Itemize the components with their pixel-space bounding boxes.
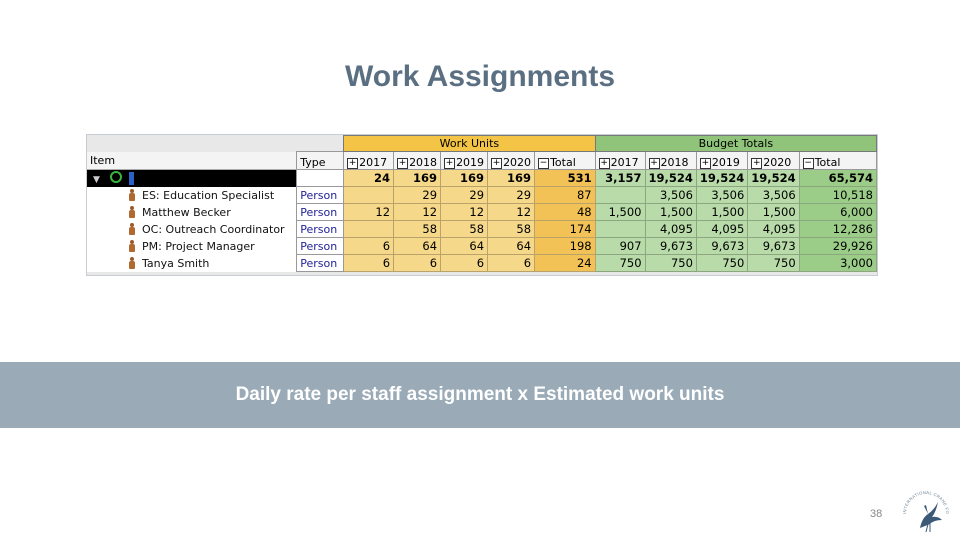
bt-cell[interactable]: 4,095 bbox=[748, 221, 799, 238]
subtitle-banner bbox=[0, 362, 960, 428]
wu-cell[interactable]: 58 bbox=[488, 221, 535, 238]
plus-box-icon[interactable]: + bbox=[701, 158, 710, 168]
work-assignments-table bbox=[86, 134, 878, 276]
svg-text:INTERNATIONAL CRANE FOUNDATION: INTERNATIONAL CRANE FO bbox=[901, 489, 951, 515]
row-item[interactable]: OC: Outreach Coordinator bbox=[87, 221, 297, 238]
wu-2019-header[interactable]: + 2019 bbox=[441, 152, 488, 170]
item-column-header[interactable]: Item bbox=[87, 152, 297, 170]
wu-cell[interactable] bbox=[344, 187, 394, 204]
bt-cell[interactable]: 1,500 bbox=[748, 204, 799, 221]
summary-row[interactable] bbox=[87, 170, 877, 187]
slide-title: Work Assignments bbox=[344, 60, 616, 93]
row-type[interactable]: Person bbox=[297, 255, 344, 272]
table-row[interactable] bbox=[87, 187, 877, 204]
crane-foundation-logo bbox=[898, 484, 954, 536]
table-row[interactable] bbox=[87, 238, 877, 255]
wu-total-cell[interactable]: 87 bbox=[535, 187, 596, 204]
wu-total-cell[interactable]: 24 bbox=[535, 255, 596, 272]
plus-box-icon[interactable]: + bbox=[348, 158, 357, 168]
bt-total-cell[interactable]: 10,518 bbox=[799, 187, 876, 204]
wu-cell[interactable]: 29 bbox=[488, 187, 535, 204]
sum-bt-2020[interactable]: 19,524 bbox=[748, 170, 799, 187]
row-type[interactable]: Person bbox=[297, 204, 344, 221]
triangle-down-icon[interactable]: ▼ bbox=[93, 175, 100, 186]
plus-box-icon[interactable]: + bbox=[398, 158, 407, 168]
row-type[interactable]: Person bbox=[297, 238, 344, 255]
minus-box-icon[interactable]: − bbox=[539, 158, 548, 168]
row-item[interactable]: PM: Project Manager bbox=[87, 238, 297, 255]
wu-cell[interactable]: 6 bbox=[488, 255, 535, 272]
wu-cell[interactable]: 58 bbox=[441, 221, 488, 238]
wu-cell[interactable] bbox=[344, 221, 394, 238]
person-icon bbox=[128, 240, 136, 252]
wu-cell[interactable]: 64 bbox=[488, 238, 535, 255]
wu-cell[interactable]: 12 bbox=[441, 204, 488, 221]
minus-box-icon[interactable]: − bbox=[804, 158, 812, 168]
sum-bt-2017[interactable]: 3,157 bbox=[595, 170, 645, 187]
bt-cell[interactable]: 1,500 bbox=[696, 204, 747, 221]
table-row[interactable] bbox=[87, 255, 877, 272]
bt-cell[interactable]: 1,500 bbox=[645, 204, 696, 221]
plus-box-icon[interactable]: + bbox=[650, 158, 658, 168]
banner-text: Daily rate per staff assignment x Estimated work units bbox=[235, 384, 725, 405]
root-item[interactable] bbox=[87, 170, 297, 187]
wu-total-cell[interactable]: 48 bbox=[535, 204, 596, 221]
bt-cell[interactable]: 750 bbox=[748, 255, 799, 272]
sum-wu-2020[interactable]: 169 bbox=[488, 170, 535, 187]
wu-cell[interactable]: 12 bbox=[488, 204, 535, 221]
sum-wu-2017[interactable]: 24 bbox=[344, 170, 394, 187]
row-item[interactable]: ES: Education Specialist bbox=[87, 187, 297, 204]
bt-cell[interactable]: 9,673 bbox=[645, 238, 696, 255]
wu-cell[interactable]: 29 bbox=[394, 187, 441, 204]
page-number: 38 bbox=[870, 508, 883, 520]
table-row[interactable] bbox=[87, 204, 877, 221]
row-type[interactable]: Person bbox=[297, 187, 344, 204]
wu-cell[interactable]: 12 bbox=[394, 204, 441, 221]
bt-cell[interactable]: 9,673 bbox=[696, 238, 747, 255]
row-item[interactable]: Tanya Smith bbox=[87, 255, 297, 272]
work-units-group-header[interactable]: Work Units bbox=[344, 136, 595, 152]
bt-cell[interactable]: 1,500 bbox=[595, 204, 645, 221]
plus-box-icon[interactable]: + bbox=[600, 158, 608, 168]
row-type[interactable]: Person bbox=[297, 221, 344, 238]
wu-total-cell[interactable]: 174 bbox=[535, 221, 596, 238]
person-icon bbox=[128, 189, 136, 201]
bt-total-cell[interactable]: 3,000 bbox=[799, 255, 876, 272]
bt-cell[interactable]: 9,673 bbox=[748, 238, 799, 255]
wu-cell[interactable]: 6 bbox=[394, 255, 441, 272]
wu-2018-header[interactable]: + 2018 bbox=[394, 152, 441, 170]
wu-total-cell[interactable]: 198 bbox=[535, 238, 596, 255]
wu-total-header[interactable]: − Total bbox=[535, 152, 596, 170]
pivot-grid bbox=[87, 135, 877, 272]
row-item[interactable]: Matthew Becker bbox=[87, 204, 297, 221]
sum-wu-total[interactable]: 531 bbox=[535, 170, 596, 187]
wu-cell[interactable]: 6 bbox=[441, 255, 488, 272]
wu-cell[interactable]: 6 bbox=[344, 255, 394, 272]
bt-cell[interactable]: 4,095 bbox=[645, 221, 696, 238]
wu-cell[interactable]: 29 bbox=[441, 187, 488, 204]
bt-cell[interactable]: 3,506 bbox=[696, 187, 747, 204]
bt-cell[interactable]: 750 bbox=[645, 255, 696, 272]
sum-wu-2019[interactable]: 169 bbox=[441, 170, 488, 187]
person-icon bbox=[128, 223, 136, 235]
person-icon bbox=[128, 206, 136, 218]
bt-cell[interactable]: 750 bbox=[595, 255, 645, 272]
bt-cell[interactable]: 3,506 bbox=[645, 187, 696, 204]
plus-box-icon[interactable]: + bbox=[753, 158, 761, 168]
bt-2019-header[interactable]: + 2019 bbox=[696, 152, 747, 170]
summary-type-cell[interactable] bbox=[297, 170, 344, 187]
sum-wu-2018[interactable]: 169 bbox=[394, 170, 441, 187]
sum-bt-2019[interactable]: 19,524 bbox=[696, 170, 747, 187]
bt-2020-header[interactable]: + 2020 bbox=[748, 152, 799, 170]
wu-2020-header[interactable]: + 2020 bbox=[488, 152, 535, 170]
wu-cell[interactable]: 64 bbox=[441, 238, 488, 255]
plus-box-icon[interactable]: + bbox=[492, 158, 501, 168]
wu-2017-header[interactable]: + 2017 bbox=[344, 152, 394, 170]
sum-bt-total[interactable]: 65,574 bbox=[799, 170, 876, 187]
person-icon bbox=[128, 257, 136, 269]
wu-cell[interactable]: 12 bbox=[344, 204, 394, 221]
bt-cell[interactable]: 4,095 bbox=[696, 221, 747, 238]
bt-cell[interactable] bbox=[595, 221, 645, 238]
wu-cell[interactable]: 58 bbox=[394, 221, 441, 238]
bt-cell[interactable] bbox=[595, 187, 645, 204]
table-row[interactable] bbox=[87, 221, 877, 238]
selection-marker bbox=[129, 172, 134, 185]
corner-blank bbox=[87, 136, 297, 152]
bt-total-cell[interactable]: 6,000 bbox=[799, 204, 876, 221]
bt-2017-header[interactable]: + 2017 bbox=[595, 152, 645, 170]
bt-2018-header[interactable]: + 2018 bbox=[645, 152, 696, 170]
bt-cell[interactable]: 3,506 bbox=[748, 187, 799, 204]
bt-total-cell[interactable]: 12,286 bbox=[799, 221, 876, 238]
wu-cell[interactable]: 6 bbox=[344, 238, 394, 255]
root-node-icon bbox=[110, 171, 122, 183]
corner-blank bbox=[297, 136, 344, 152]
bt-cell[interactable]: 750 bbox=[696, 255, 747, 272]
bt-total-header[interactable]: − Total bbox=[799, 152, 876, 170]
bt-total-cell[interactable]: 29,926 bbox=[799, 238, 876, 255]
budget-totals-group-header[interactable]: Budget Totals bbox=[595, 136, 876, 152]
bt-cell[interactable]: 907 bbox=[595, 238, 645, 255]
wu-cell[interactable]: 64 bbox=[394, 238, 441, 255]
sum-bt-2018[interactable]: 19,524 bbox=[645, 170, 696, 187]
type-column-header[interactable]: Type bbox=[297, 152, 344, 170]
plus-box-icon[interactable]: + bbox=[445, 158, 454, 168]
